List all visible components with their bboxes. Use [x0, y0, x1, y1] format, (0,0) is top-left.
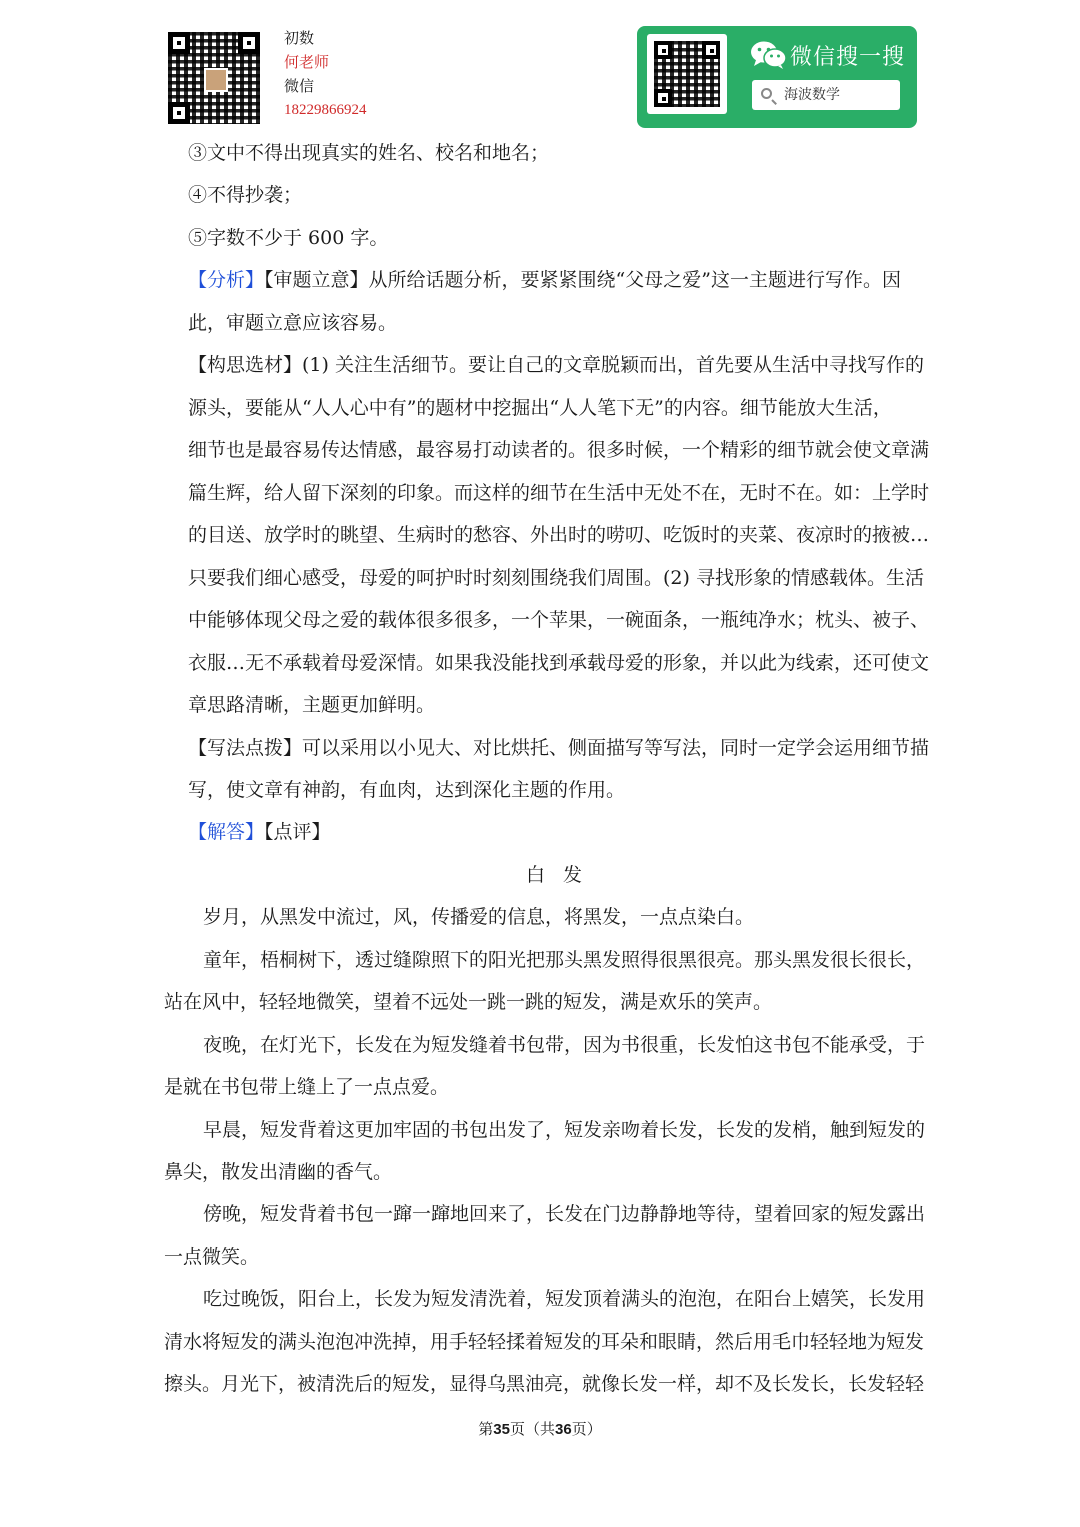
idea-text-2: 源头，要能从“人人心中有”的题材中挖掘出“人人笔下无”的内容。细节能放大生活， — [188, 397, 892, 419]
wechat-card-title: 微信搜一搜 — [790, 45, 906, 70]
page-footer — [0, 1418, 1080, 1441]
idea-line-1 — [188, 351, 924, 379]
essay-paragraph-2-line-1: 童年，梧桐树下，透过缝隙照下的阳光把那头黑发照得很黑很亮。那头黑发很长很长， — [203, 949, 926, 971]
contact-phone: 18229866924 — [284, 102, 367, 118]
essay-paragraph-2-line-2: 站在风中，轻轻地微笑，望着不远处一跳一跳的短发，满是欢乐的笑声。 — [164, 991, 773, 1013]
contact-teacher: 何老师 — [284, 53, 330, 71]
footer-total-pages: 36 — [555, 1421, 572, 1438]
contact-wechat-label: 微信 — [284, 77, 315, 95]
essay-paragraph-5-line-1: 傍晚，短发背着书包一蹿一蹿地回来了，长发在门边静静地等待，望着回家的短发露出 — [203, 1203, 926, 1225]
essay-title: 白发 — [526, 864, 601, 886]
idea-text-9: 章思路清晰，主题更加鲜明。 — [188, 694, 436, 716]
analysis-subtag: 【审题立意】 — [264, 269, 369, 291]
idea-text-8: 衣服…无不承载着母爱深情。如果我没能找到承载母爱的形象，并以此为线索，还可使文 — [188, 652, 930, 674]
wechat-qr-frame — [647, 34, 727, 114]
essay-paragraph-1: 岁月，从黑发中流过，风，传播爱的信息，将黑发，一点点染白。 — [203, 906, 755, 928]
contact-subject: 初数 — [284, 29, 315, 47]
essay-paragraph-3-line-2: 是就在书包带上缝上了一点点爱。 — [164, 1076, 450, 1098]
idea-text-5: 的目送、放学时的眺望、生病时的愁容、外出时的唠叨、吃饭时的夹菜、夜凉时的掖被… — [188, 524, 930, 546]
requirement-5: ⑤字数不少于 600 字。 — [188, 227, 389, 249]
wechat-search-text: 海波数学 — [784, 87, 840, 103]
footer-suffix: 页） — [571, 1420, 602, 1438]
essay-paragraph-6-line-1: 吃过晚饭，阳台上，长发为短发清洗着，短发顶着满头的泡泡，在阳台上嬉笑，长发用 — [203, 1288, 926, 1310]
analysis-line-1 — [188, 266, 901, 294]
method-line-1 — [188, 734, 929, 762]
method-tag: 【写法点拨】 — [188, 737, 303, 759]
wechat-search-card — [637, 26, 917, 128]
analysis-text-1: 从所给话题分析，要紧紧围绕“父母之爱”这一主题进行写作。因 — [368, 269, 901, 291]
idea-text-7: 中能够体现父母之爱的载体很多很多，一个苹果，一碗面条，一瓶纯净水；枕头、被子、 — [188, 609, 930, 631]
contact-qr-code — [168, 32, 260, 124]
analysis-text-2: 此，审题立意应该容易。 — [188, 312, 398, 334]
essay-paragraph-6-line-3: 擦头。月光下，被清洗后的短发，显得乌黑油亮，就像长发一样，却不及长发长，长发轻轻 — [164, 1373, 925, 1395]
footer-prefix: 第 — [478, 1420, 494, 1438]
avatar — [204, 68, 228, 92]
essay-paragraph-4-line-1: 早晨，短发背着这更加牢固的书包出发了，短发亲吻着长发，长发的发梢，触到短发的 — [203, 1119, 926, 1141]
method-text-1: 可以采用以小见大、对比烘托、侧面描写等写法，同时一定学会运用细节描 — [302, 737, 930, 759]
idea-text-1: (1) 关注生活细节。要让自己的文章脱颖而出，首先要从生活中寻找写作的 — [302, 354, 924, 376]
contact-info — [284, 26, 367, 122]
comment-tag: 【点评】 — [264, 821, 331, 843]
wechat-qr-code — [654, 41, 720, 107]
answer-tag: 【解答】 — [188, 821, 265, 843]
wechat-search-box[interactable] — [752, 80, 900, 110]
essay-paragraph-4-line-2: 鼻尖，散发出清幽的香气。 — [164, 1161, 393, 1183]
idea-tag: 【构思选材】 — [188, 354, 303, 376]
essay-paragraph-5-line-2: 一点微笑。 — [164, 1246, 260, 1268]
method-text-2: 写，使文章有神韵，有血肉，达到深化主题的作用。 — [188, 779, 626, 801]
idea-text-3: 细节也是最容易传达情感，最容易打动读者的。很多时候，一个精彩的细节就会使文章满 — [188, 439, 930, 461]
wechat-logo-icon — [750, 40, 788, 70]
idea-text-6: 只要我们细心感受，母爱的呵护时时刻刻围绕我们周围。(2) 寻找形象的情感载体。生活 — [188, 567, 924, 589]
footer-mid: 页（共 — [509, 1420, 555, 1438]
analysis-tag: 【分析】 — [188, 269, 265, 291]
essay-paragraph-3-line-1: 夜晚，在灯光下，长发在为短发缝着书包带，因为书很重，长发怕这书包不能承受，于 — [203, 1034, 926, 1056]
essay-paragraph-6-line-2: 清水将短发的满头泡泡冲洗掉，用手轻轻揉着短发的耳朵和眼睛，然后用毛巾轻轻地为短发 — [164, 1331, 925, 1353]
search-icon — [761, 88, 772, 99]
requirement-3: ③文中不得出现真实的姓名、校名和地名； — [188, 142, 550, 164]
answer-line — [188, 818, 331, 846]
idea-text-4: 篇生辉，给人留下深刻的印象。而这样的细节在生活中无处不在，无时不在。如：上学时 — [188, 482, 930, 504]
footer-page-number: 35 — [493, 1421, 510, 1438]
requirement-4: ④不得抄袭； — [188, 184, 303, 206]
